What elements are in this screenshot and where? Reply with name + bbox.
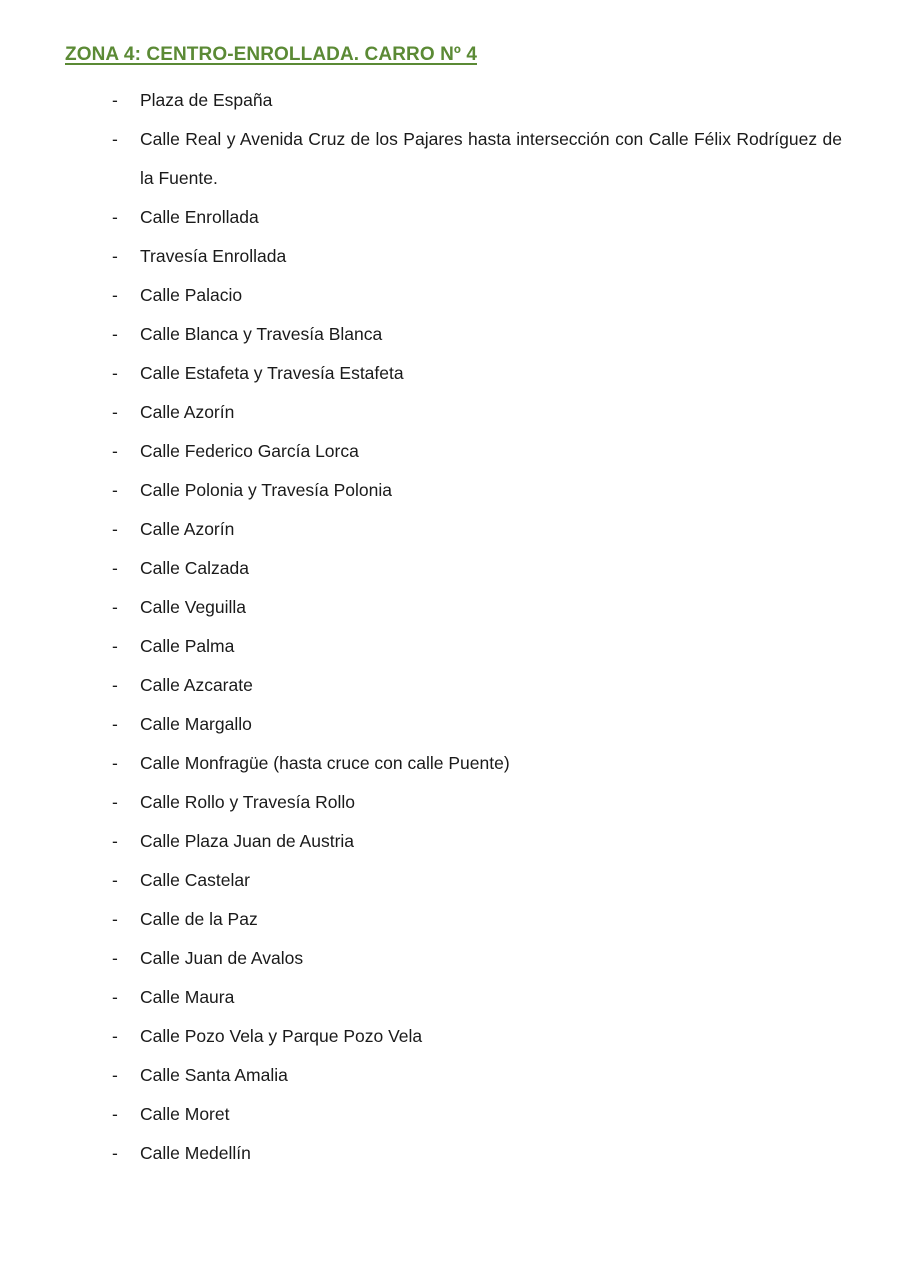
list-item bbox=[0, 900, 905, 939]
street-name: Calle Santa Amalia bbox=[140, 1065, 288, 1085]
bullet-dash: - bbox=[112, 870, 118, 890]
street-name: Calle Medellín bbox=[140, 1143, 251, 1163]
bullet-dash: - bbox=[112, 1143, 118, 1163]
bullet-dash: - bbox=[112, 558, 118, 578]
list-item bbox=[0, 432, 905, 471]
street-name: Calle Azorín bbox=[140, 402, 235, 422]
street-name: Calle Enrollada bbox=[140, 207, 259, 227]
list-item bbox=[0, 978, 905, 1017]
street-name: Calle Rollo y Travesía Rollo bbox=[140, 792, 355, 812]
list-item bbox=[0, 588, 905, 627]
list-item bbox=[0, 237, 905, 276]
bullet-dash: - bbox=[112, 1065, 118, 1085]
street-name: Calle Pozo Vela y Parque Pozo Vela bbox=[140, 1026, 423, 1046]
list-item bbox=[0, 510, 905, 549]
bullet-dash: - bbox=[112, 987, 118, 1007]
street-name: Calle Estafeta y Travesía Estafeta bbox=[140, 363, 404, 383]
list-item bbox=[0, 198, 905, 237]
bullet-dash: - bbox=[112, 675, 118, 695]
bullet-dash: - bbox=[112, 441, 118, 461]
list-item bbox=[0, 393, 905, 432]
bullet-dash: - bbox=[112, 831, 118, 851]
bullet-dash: - bbox=[112, 285, 118, 305]
list-item bbox=[0, 81, 905, 120]
street-name: Calle Azorín bbox=[140, 519, 235, 539]
bullet-dash: - bbox=[112, 1104, 118, 1124]
list-item bbox=[0, 471, 905, 510]
bullet-dash: - bbox=[112, 519, 118, 539]
list-item bbox=[0, 939, 905, 978]
bullet-dash: - bbox=[112, 714, 118, 734]
bullet-dash: - bbox=[112, 948, 118, 968]
bullet-dash: - bbox=[112, 636, 118, 656]
bullet-dash: - bbox=[112, 480, 118, 500]
list-item bbox=[0, 120, 905, 198]
bullet-dash: - bbox=[112, 324, 118, 344]
list-item bbox=[0, 354, 905, 393]
street-name: Calle Federico García Lorca bbox=[140, 441, 359, 461]
list-item bbox=[0, 744, 905, 783]
bullet-dash: - bbox=[112, 207, 118, 227]
list-item bbox=[0, 1056, 905, 1095]
bullet-dash: - bbox=[112, 1026, 118, 1046]
street-name: Calle Castelar bbox=[140, 870, 250, 890]
street-name: Calle de la Paz bbox=[140, 909, 258, 929]
list-item bbox=[0, 276, 905, 315]
street-name: Calle Palacio bbox=[140, 285, 243, 305]
list-item bbox=[0, 666, 905, 705]
street-name: Calle Margallo bbox=[140, 714, 252, 734]
list-item bbox=[0, 861, 905, 900]
street-name: Plaza de España bbox=[140, 90, 273, 110]
bullet-dash: - bbox=[112, 402, 118, 422]
street-name: Calle Juan de Avalos bbox=[140, 948, 304, 968]
list-item bbox=[0, 1134, 905, 1173]
street-name: Calle Veguilla bbox=[140, 597, 247, 617]
bullet-dash: - bbox=[112, 129, 118, 149]
zone-heading: ZONA 4: CENTRO-ENROLLADA. CARRO Nº 4 bbox=[65, 44, 477, 65]
street-name: Calle Moret bbox=[140, 1104, 230, 1124]
street-name: Calle Polonia y Travesía Polonia bbox=[140, 480, 392, 500]
street-name: Calle Real y Avenida Cruz de los Pajares hasta intersección con Calle Félix Rodríguez de la Fuente. bbox=[140, 129, 842, 188]
bullet-dash: - bbox=[112, 792, 118, 812]
list-item bbox=[0, 1095, 905, 1134]
street-name: Calle Calzada bbox=[140, 558, 249, 578]
list-item bbox=[0, 783, 905, 822]
list-item bbox=[0, 315, 905, 354]
street-name: Calle Plaza Juan de Austria bbox=[140, 831, 355, 851]
list-item bbox=[0, 1017, 905, 1056]
street-list bbox=[0, 81, 905, 1173]
street-name: Travesía Enrollada bbox=[140, 246, 287, 266]
bullet-dash: - bbox=[112, 363, 118, 383]
street-name: Calle Blanca y Travesía Blanca bbox=[140, 324, 383, 344]
bullet-dash: - bbox=[112, 90, 118, 110]
list-item bbox=[0, 822, 905, 861]
list-item bbox=[0, 705, 905, 744]
bullet-dash: - bbox=[112, 753, 118, 773]
bullet-dash: - bbox=[112, 246, 118, 266]
street-name: Calle Palma bbox=[140, 636, 235, 656]
list-item bbox=[0, 627, 905, 666]
street-name: Calle Monfragüe (hasta cruce con calle Puente) bbox=[140, 753, 510, 773]
street-name: Calle Maura bbox=[140, 987, 235, 1007]
bullet-dash: - bbox=[112, 909, 118, 929]
street-name: Calle Azcarate bbox=[140, 675, 253, 695]
bullet-dash: - bbox=[112, 597, 118, 617]
list-item bbox=[0, 549, 905, 588]
